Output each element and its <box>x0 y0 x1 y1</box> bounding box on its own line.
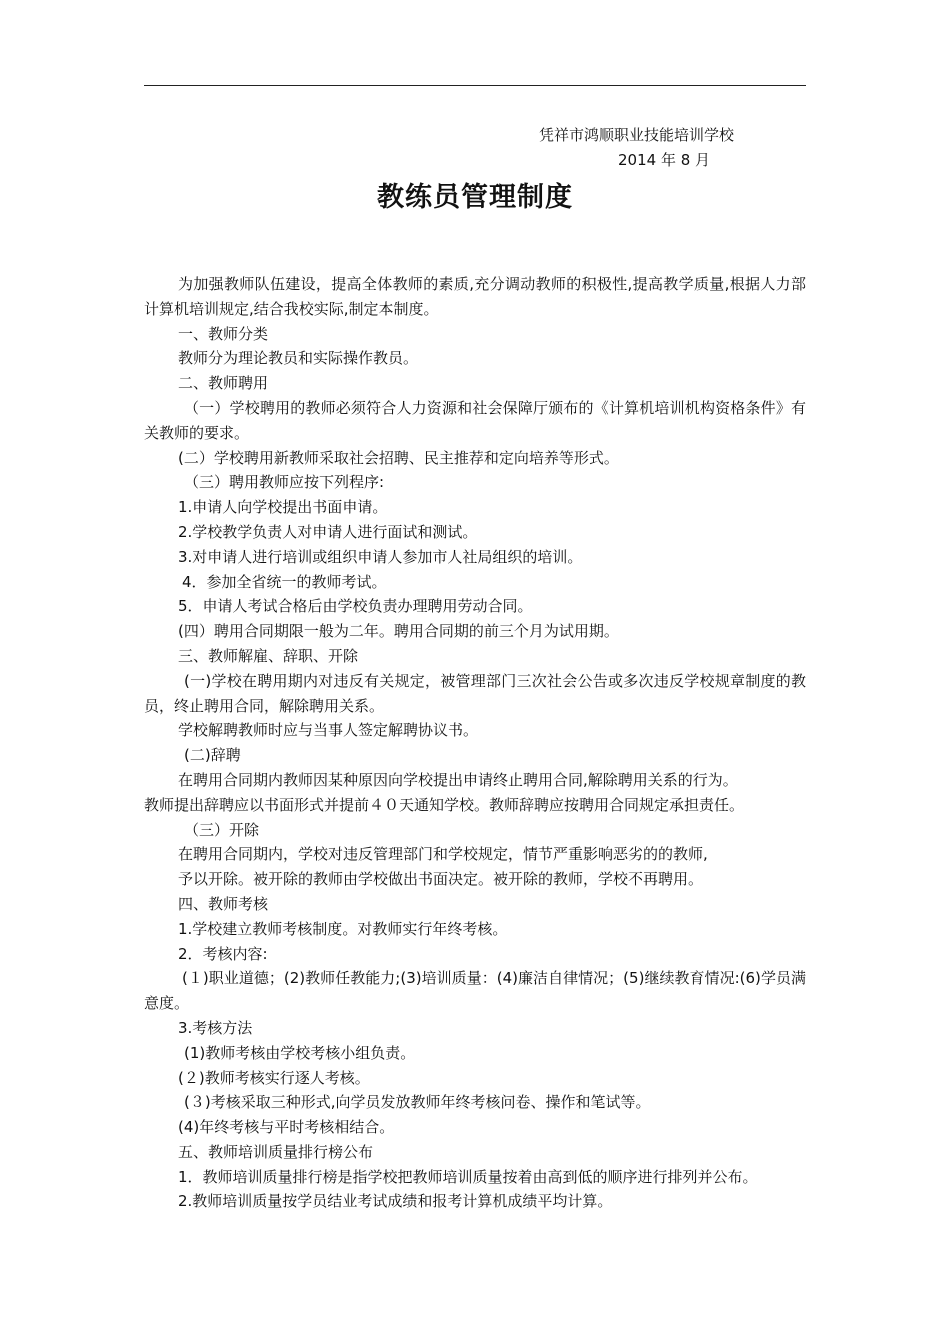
section-heading: 三、教师解雇、辞职、开除 <box>178 646 359 665</box>
paragraph: （三）开除 <box>184 820 260 839</box>
paragraph: （一）学校聘用的教师必须符合人力资源和社会保障厅颁布的《计算机培训机构资格条件》有关教师的要求。 <box>144 398 806 442</box>
paragraph: 教师分为理论教员和实际操作教员。 <box>178 349 419 368</box>
list-item: 4．参加全省统一的教师考试。 <box>182 572 387 591</box>
section-heading: 一、教师分类 <box>178 324 269 343</box>
paragraph: 在聘用合同期内，学校对违反管理部门和学校规定，情节严重影响恶劣的的教师, <box>178 845 708 864</box>
header-rule <box>144 85 806 86</box>
paragraph: 予以开除。被开除的教师由学校做出书面决定。被开除的教师，学校不再聘用。 <box>178 870 704 889</box>
list-item: 3.考核方法 <box>178 1018 253 1037</box>
paragraph: (四）聘用合同期限一般为二年。聘用合同期的前三个月为试用期。 <box>178 622 619 641</box>
list-item: 2.教师培训质量按学员结业考试成绩和报考计算机成绩平均计算。 <box>178 1192 613 1211</box>
list-item: 5．申请人考试合格后由学校负责办理聘用劳动合同。 <box>178 597 533 616</box>
list-item: 2．考核内容: <box>178 944 268 963</box>
paragraph: 为加强教师队伍建设，提高全体教师的素质,充分调动教师的积极性,提高教学质量,根据人力部计算机培训规定,结合我校实际,制定本制度。 <box>144 275 806 318</box>
list-item: 1.申请人向学校提出书面申请。 <box>178 498 388 517</box>
list-item: 3.对申请人进行培训或组织申请人参加市人社局组织的培训。 <box>178 547 583 566</box>
paragraph: (二)辞聘 <box>184 746 241 765</box>
paragraph: 学校解聘教师时应与当事人签定解聘协议书。 <box>178 721 479 740</box>
document-title: 教练员管理制度 <box>377 182 573 213</box>
document-date: 2014 年 8 月 <box>618 151 711 169</box>
list-item: 1．教师培训质量排行榜是指学校把教师培训质量按着由高到低的顺序进行排列并公布。 <box>178 1167 758 1186</box>
list-item: (4)年终考核与平时考核相结合。 <box>178 1118 395 1137</box>
organization-name: 凭祥市鸿顺职业技能培训学校 <box>539 126 735 144</box>
section-heading: 二、教师聘用 <box>178 374 269 393</box>
section-heading: 四、教师考核 <box>178 894 269 913</box>
list-item: (２)教师考核实行逐人考核。 <box>178 1068 370 1087</box>
section-heading: 五、教师培训质量排行榜公布 <box>178 1142 374 1161</box>
list-item: 1.学校建立教师考核制度。对教师实行年终考核。 <box>178 919 508 938</box>
paragraph: （三）聘用教师应按下列程序: <box>184 473 385 492</box>
document-body <box>144 272 806 1214</box>
list-item: (１)职业道德；(2)教师任教能力;(3)培训质量：(4)廉洁自律情况；(5)继续教育情况:(6)学员满意度。 <box>144 969 806 1013</box>
list-item: (３)考核采取三种形式,向学员发放教师年终考核问卷、操作和笔试等。 <box>184 1093 651 1112</box>
paragraph: (一)学校在聘用期内对违反有关规定，被管理部门三次社会公告或多次违反学校规章制度的教员，终止聘用合同，解除聘用关系。 <box>144 671 806 715</box>
paragraph: 在聘用合同期内教师因某种原因向学校提出申请终止聘用合同,解除聘用关系的行为。 <box>178 770 738 789</box>
list-item: (1)教师考核由学校考核小组负责。 <box>184 1043 416 1062</box>
paragraph: 教师提出辞聘应以书面形式并提前４０天通知学校。教师辞聘应按聘用合同规定承担责任。 <box>144 795 745 814</box>
paragraph: (二）学校聘用新教师采取社会招聘、民主推荐和定向培养等形式。 <box>178 448 619 467</box>
list-item: 2.学校教学负责人对申请人进行面试和测试。 <box>178 522 478 541</box>
